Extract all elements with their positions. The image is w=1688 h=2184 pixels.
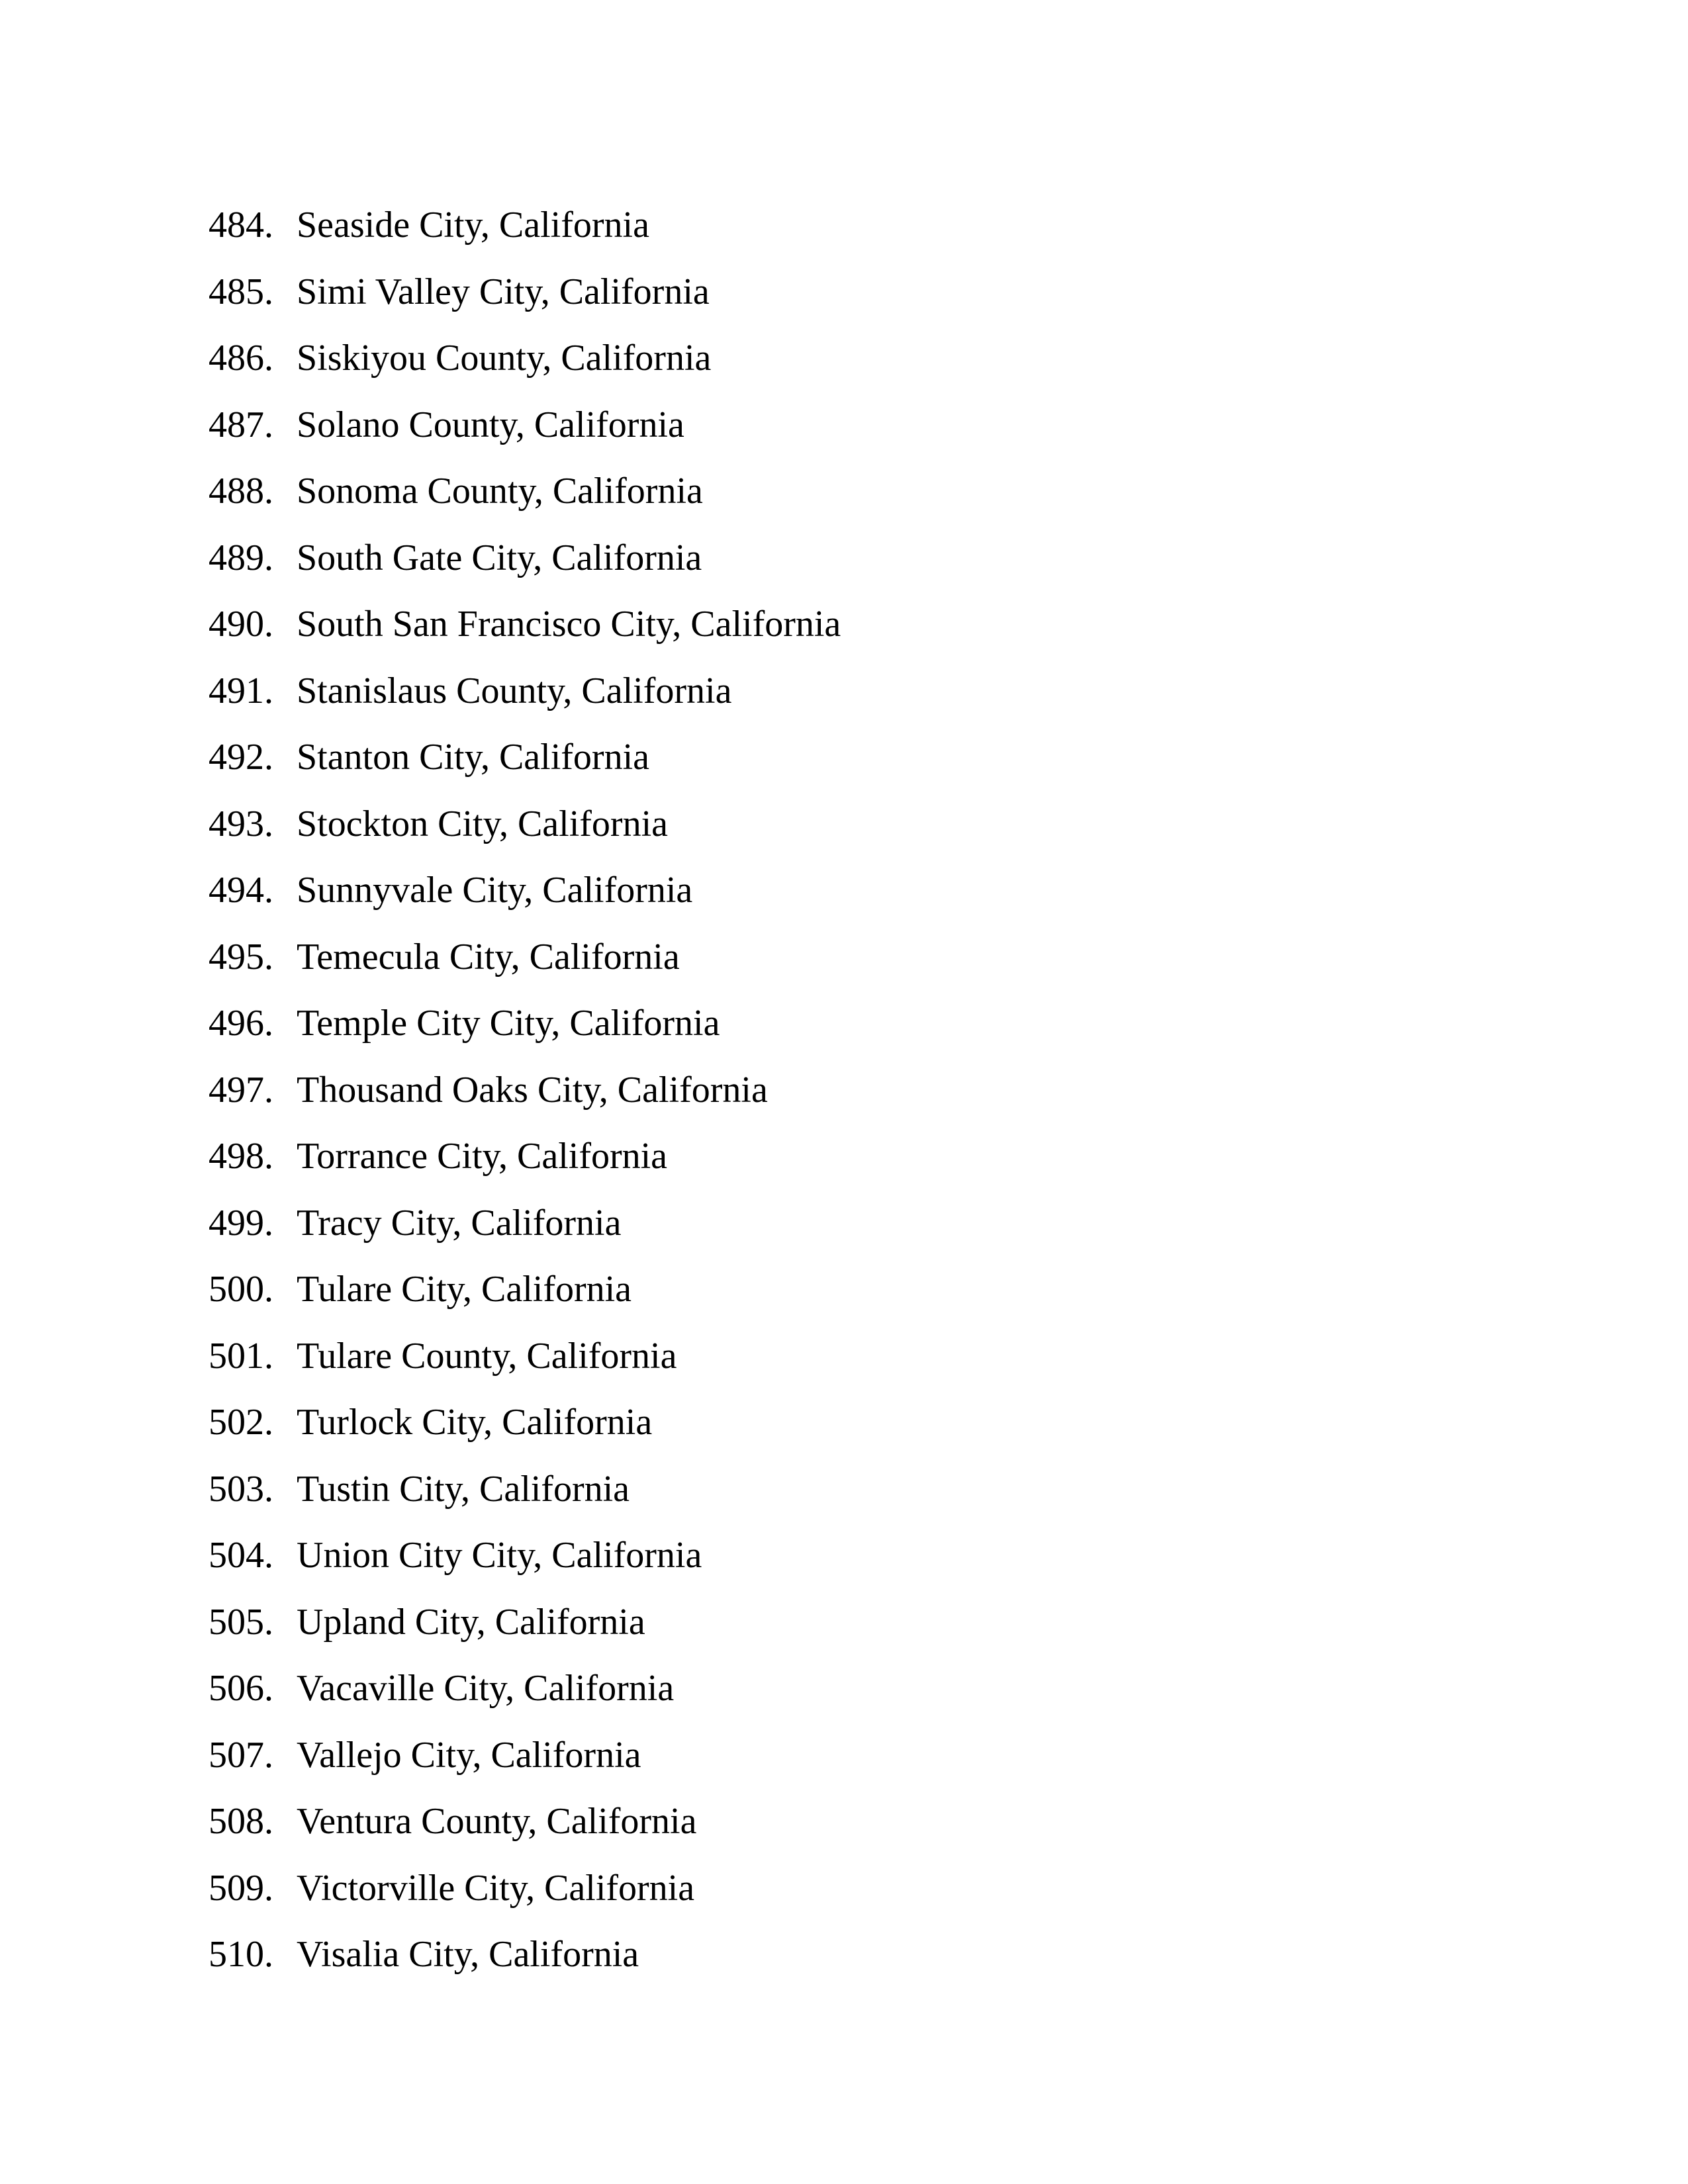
list-item-number: 491. <box>209 670 273 711</box>
list-item-number: 503. <box>209 1468 273 1510</box>
list-item <box>209 192 841 259</box>
list-item-text: Seaside City, California <box>297 205 649 246</box>
list-item-number: 485. <box>209 271 273 312</box>
list-item-number: 508. <box>209 1801 273 1843</box>
list-item-text: Turlock City, California <box>297 1402 653 1443</box>
list-item-text: Stanislaus County, California <box>297 670 732 711</box>
list-item-text: Visalia City, California <box>297 1934 639 1976</box>
list-item-text: South Gate City, California <box>297 537 702 578</box>
list-item-text: Thousand Oaks City, California <box>297 1069 768 1111</box>
list-item-number: 501. <box>209 1335 273 1377</box>
list-item-text: Temple City City, California <box>297 1003 720 1044</box>
list-item-number: 510. <box>209 1934 273 1976</box>
list-item <box>209 1323 841 1390</box>
list-item <box>209 791 841 858</box>
list-item-text: Ventura County, California <box>297 1801 697 1843</box>
list-item <box>209 990 841 1057</box>
list-item <box>209 857 841 924</box>
list-item-number: 499. <box>209 1202 273 1244</box>
list-item-number: 495. <box>209 936 273 978</box>
list-item <box>209 1788 841 1855</box>
list-item-number: 500. <box>209 1269 273 1310</box>
list-item-text: Victorville City, California <box>297 1867 695 1909</box>
list-item-number: 492. <box>209 737 273 778</box>
list-item-number: 490. <box>209 604 273 645</box>
list-item <box>209 1456 841 1523</box>
list-item-text: Torrance City, California <box>297 1136 668 1177</box>
list-item-number: 504. <box>209 1535 273 1576</box>
list-item <box>209 1389 841 1456</box>
list-item <box>209 1123 841 1190</box>
list-item <box>209 724 841 791</box>
list-item-text: Tulare City, California <box>297 1269 632 1310</box>
list-item-number: 509. <box>209 1867 273 1909</box>
list-item-number: 498. <box>209 1136 273 1177</box>
list-item-text: Tracy City, California <box>297 1202 622 1244</box>
list-item-text: Siskiyou County, California <box>297 338 712 379</box>
list-item-number: 486. <box>209 338 273 379</box>
list-item-number: 489. <box>209 537 273 578</box>
list-item <box>209 1190 841 1257</box>
list-item-number: 488. <box>209 471 273 512</box>
list-item-number: 506. <box>209 1668 273 1709</box>
list-item <box>209 325 841 392</box>
list-item-number: 507. <box>209 1734 273 1776</box>
list-item-text: Stanton City, California <box>297 737 649 778</box>
list-item <box>209 525 841 592</box>
list-item <box>209 1655 841 1722</box>
list-item-text: Simi Valley City, California <box>297 271 710 312</box>
list-item <box>209 392 841 459</box>
list-item-text: Solano County, California <box>297 404 684 445</box>
list-item <box>209 259 841 326</box>
list-item-text: South San Francisco City, California <box>297 604 841 645</box>
list-item-text: Upland City, California <box>297 1601 645 1643</box>
list-item <box>209 1256 841 1323</box>
list-item <box>209 1722 841 1789</box>
list-item-number: 493. <box>209 803 273 844</box>
list-item-text: Vallejo City, California <box>297 1734 641 1776</box>
list-item-number: 496. <box>209 1003 273 1044</box>
list-item-text: Sonoma County, California <box>297 471 703 512</box>
list-item <box>209 1921 841 1988</box>
list-item <box>209 924 841 991</box>
list-item-number: 494. <box>209 870 273 911</box>
jurisdiction-list <box>209 192 841 1988</box>
list-item-number: 502. <box>209 1402 273 1443</box>
list-item <box>209 658 841 725</box>
list-item-number: 505. <box>209 1601 273 1643</box>
list-item-text: Tustin City, California <box>297 1468 630 1510</box>
list-item-text: Union City City, California <box>297 1535 702 1576</box>
list-item <box>209 458 841 525</box>
list-item-text: Tulare County, California <box>297 1335 677 1377</box>
list-item <box>209 1522 841 1589</box>
list-item-text: Stockton City, California <box>297 803 668 844</box>
list-item <box>209 1057 841 1124</box>
list-item-number: 497. <box>209 1069 273 1111</box>
list-item <box>209 591 841 658</box>
list-item-text: Sunnyvale City, California <box>297 870 693 911</box>
list-item-number: 487. <box>209 404 273 445</box>
list-item <box>209 1589 841 1656</box>
list-item-text: Temecula City, California <box>297 936 680 978</box>
list-item <box>209 1855 841 1922</box>
list-item-number: 484. <box>209 205 273 246</box>
list-item-text: Vacaville City, California <box>297 1668 675 1709</box>
